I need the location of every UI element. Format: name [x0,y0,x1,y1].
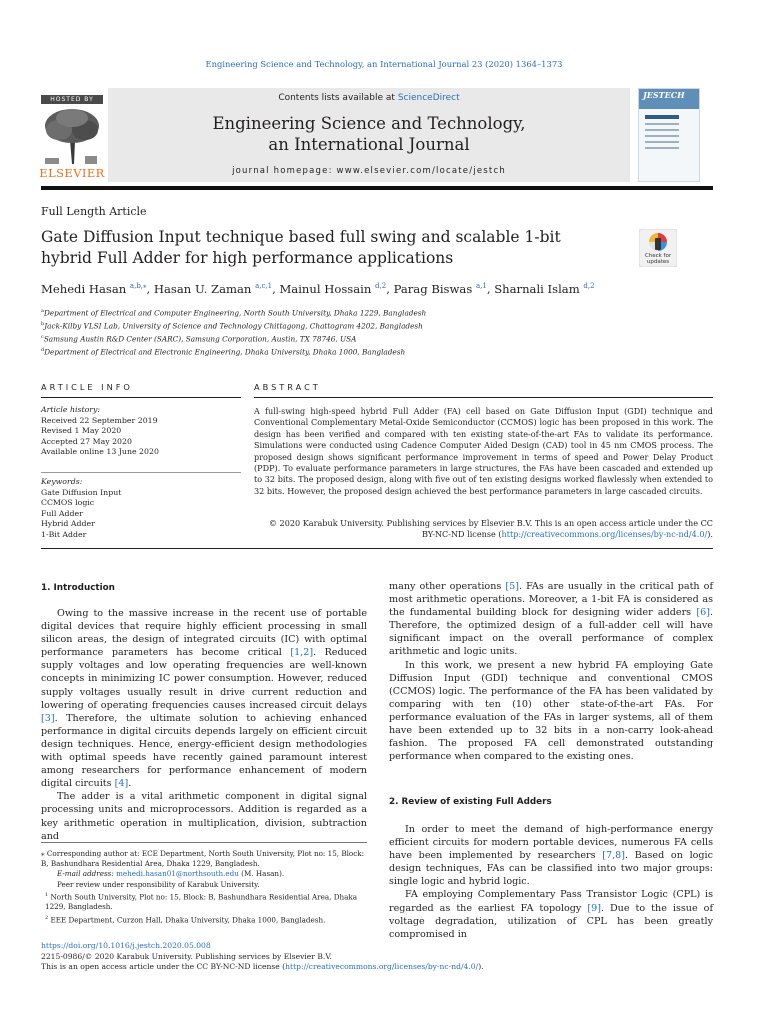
email-label: E-mail address: [57,869,117,879]
article-title-line-2: hybrid Full Adder for high performance applications [41,249,454,267]
text-run: . Reduced supply voltages and low operating frequencies are well-known concepts in minimizing IC power consumption. However, reduced supply voltages usually result in drive current reduction and lowering of operating frequencies causes increased circuit delays [41,647,367,711]
author-name[interactable]: Sharnali Islam [494,282,580,296]
cover-decoration [645,115,679,153]
paragraph [389,823,713,888]
license-prefix: This is an open access article under the CC BY-NC-ND license ( [41,962,286,972]
paragraph: The adder is a vital arithmetic component in digital signal processing units and microprocessors. Addition is regarded as a key arithmetic operation in multiplication, division, subtraction and [41,791,367,842]
text-run: many other operations [389,581,506,592]
journal-title-line-2: an International Journal [268,135,470,154]
citation-link[interactable]: [9] [587,902,601,914]
article-type: Full Length Article [41,205,147,218]
right-column-intro-body [389,580,713,763]
author-name[interactable]: Parag Biswas [393,282,473,296]
keyword-item: Hybrid Adder [41,519,95,529]
contents-prefix: Contents lists available at [278,93,398,103]
author-list [41,282,721,296]
license-suffix: ). [478,962,484,972]
text-run: In order to meet the demand of high-performance energy efficient circuits for modern portable devices, numerous FA cells have been implemented by researchers [389,824,713,862]
affiliation-item [41,345,721,358]
elsevier-wordmark[interactable]: ELSEVIER [39,166,105,180]
abstract-copyright [254,518,713,541]
keyword-item: Gate Diffusion Input [41,487,122,497]
citation-link[interactable]: [6] [696,607,710,619]
affiliation-item [41,332,721,345]
article-info-rule [41,397,241,398]
copyright-prefix: BY-NC-ND license ( [421,529,502,540]
info-divider [41,472,241,473]
affiliation-text: Jack-Kilby VLSI Lab, University of Science and Technology Chittagong, Chattogram 4202, Bangladesh [44,321,423,331]
history-item: Received 22 September 2019 [41,415,158,425]
history-item: Revised 1 May 2020 [41,426,122,436]
introduction-body [41,607,367,843]
author-separator: , [386,282,394,296]
text-run: . Due to the issue of voltage degradation, utilization of CPL has been greatly compromised in [389,902,713,940]
author-affiliation-marks[interactable]: a,c,1 [255,282,273,291]
journal-citation-link[interactable]: Engineering Science and Technology, an International Journal 23 (2020) 1364–1373 [205,59,563,69]
section-heading-review: 2. Review of existing Full Adders [389,797,552,807]
affiliation-text: Samsung Austin R&D Center (SARC), Samsung Corporation, Austin, TX 78746, USA [43,334,357,344]
license-line [41,962,561,973]
author-separator: , [272,282,280,296]
keywords-label: Keywords: [41,477,83,486]
text-run: Owing to the massive increase in the recent use of portable digital devices that require highly efficient processing in small silicon areas, the design of integrated circuits (IC) with optimal performance parameters has become critical [41,608,367,659]
article-history [41,405,241,458]
paragraph [41,607,367,790]
article-title-line-1: Gate Diffusion Input technique based full swing and scalable 1-bit [41,228,561,246]
text-run: FA employing Complementary Pass Transistor Logic (CPL) is regarded as the earliest FA topology [389,889,713,914]
paragraph [389,580,713,659]
citation-link[interactable]: [3] [41,712,55,724]
footnotes [41,849,367,925]
crossmark-label-line-2: updates [646,259,670,265]
author-name[interactable]: Mainul Hossain [279,282,372,296]
journal-cover-thumbnail[interactable] [638,88,700,182]
issn-line: 2215-0986/© 2020 Karabuk University. Publishing services by Elsevier B.V. [41,951,332,961]
abstract-bottom-rule [41,548,713,549]
author-name[interactable]: Mehedi Hasan [41,282,127,296]
keywords [41,477,241,541]
abstract-heading: ABSTRACT [254,382,321,392]
keyword-item: Full Adder [41,508,83,518]
affiliation-mark: b [41,320,45,327]
sciencedirect-link[interactable]: ScienceDirect [397,93,460,103]
affiliation-text: Department of Electrical and Electronic Engineering, Dhaka University, Dhaka 1000, Bangladesh [44,347,406,357]
author-affiliation-marks[interactable]: d,2 [375,282,387,291]
section-heading-introduction: 1. Introduction [41,583,115,593]
footnote-mark: 1 [45,891,49,898]
header-rule [41,186,713,190]
text-run: . [128,778,132,790]
contents-available-line [108,93,630,103]
cover-label: JESTECH [639,89,699,109]
bottom-publication-info [41,941,561,973]
history-item: Available online 13 June 2020 [41,447,159,457]
text-run: . Therefore, the optimized design of a full-adder cell will have significant impact on the overall performance of complex arithmetic and logic units. [389,607,713,658]
text-run: . FAs are usually in the critical path of most arithmetic operations. Moreover, a 1-bit FA is considered as the fundamental building block for designing wider adders [389,581,713,619]
citation-link[interactable]: [5] [505,581,519,592]
text-run: . Based on logic design techniques, FAs can be classified into two major groups: single logic and hybrid logic. [389,850,713,888]
journal-title [108,113,630,155]
article-info-heading: ARTICLE INFO [41,382,133,392]
journal-title-line-1: Engineering Science and Technology, [212,114,526,133]
article-title [41,227,631,269]
license-link[interactable]: http://creativecommons.org/licenses/by-nc-nd/4.0/ [285,962,479,972]
copyright-line-2 [254,529,713,540]
author-separator: , [486,282,495,296]
history-item: Accepted 27 May 2020 [41,436,132,446]
corresponding-author-note: ⁎ Corresponding author at: ECE Department, North South University, Plot no: 15, Block: B, Bashundhara Residential Area, Dhaka 1229, Bangladesh. [41,849,365,869]
journal-homepage-link[interactable]: journal homepage: www.elsevier.com/locate/jestch [232,166,506,176]
affiliation-text: Department of Electrical and Computer Engineering, North South University, Dhaka 1229, Bangladesh [43,308,427,318]
keyword-item: CCMOS logic [41,498,95,508]
affiliation-item [41,306,721,319]
doi-link[interactable]: https://doi.org/10.1016/j.jestch.2020.05.008 [41,941,211,950]
citation-link[interactable]: [1,2] [290,647,314,659]
author-affiliation-marks[interactable]: a,1 [475,282,487,291]
footnote-1 [41,890,367,913]
affiliation-list [41,306,721,358]
footnote-rule [41,842,367,843]
license-link[interactable]: http://creativecommons.org/licenses/by-nc-nd/4.0/ [501,529,708,540]
crossmark-label-line-1: Check for [644,253,672,259]
footnote-mark: 2 [45,914,49,921]
abstract-rule [254,397,713,398]
affiliation-item [41,319,721,332]
email-link[interactable]: mehedi.hasan01@northsouth.edu [116,869,239,879]
email-line [41,869,367,879]
citation-link[interactable]: [7,8] [602,850,625,862]
paragraph: In this work, we present a new hybrid FA employing Gate Diffusion Input (GDI) technique and conventional CMOS (CCMOS) logic. The performance of the FA has been validated by comparing with ten (10) other state-of-the-art FAs. For performance evaluation of the FAs in larger systems, all of them have been extended up to 32 bits in a non-carry look-ahead fashion. The proposed FA cell demonstrated outstanding performance when compared to the existing ones. [389,659,713,763]
review-body [389,823,713,941]
history-label: Article history: [41,405,101,414]
hosted-by-label: HOSTED BY [41,95,103,104]
footnote-text: North South University, Plot no: 15, Block: B, Bashundhara Residential Area, Dhaka 1229, Bangladesh. [45,892,358,912]
abstract-text: A full-swing high-speed hybrid Full Adder (FA) cell based on Gate Diffusion Input (GDI) technique and Conventional Complementary Metal-Oxide Semiconductor (CCMOS) logic has been proposed in this work. The design has been verified and compared with ten existing state-of-the-art FAs to validate its performance. Simulations were conducted using Cadence Computer Aided Design (CAD) tool in 45 nm CMOS process. The proposed design shows significant performance improvement in terms of speed and Power Delay Product (PDP). To evaluate performance parameters in large structures, the FAs have been cascaded and extended up to 32 bits. The proposed design, along with five out of ten existing designs worked flawlessly when extended to 32 bits. However, the proposed design achieved the best performance parameters in large cascaded circuits. [254,406,713,496]
text-run: . Therefore, the ultimate solution to achieving enhanced performance in digital circuits depends largely on efficient circuit design techniques. Hence, energy-efficient design methodologies with optimal speeds have recently gained paramount interest among researchers for performance enhancement of modern digital circuits [41,712,367,790]
paragraph [389,888,713,940]
author-affiliation-marks[interactable]: d,2 [583,282,595,291]
crossmark-label[interactable] [637,253,679,265]
footnote-2 [41,913,367,926]
copyright-line-1: © 2020 Karabuk University. Publishing services by Elsevier B.V. This is an open access article under the CC [268,518,713,528]
affiliation-mark: d [41,346,45,353]
author-separator: , [146,282,154,296]
footnote-text: EEE Department, Curzon Hall, Dhaka University, Dhaka 1000, Bangladesh. [48,915,326,924]
author-affiliation-marks[interactable]: a,b,⁎ [129,282,147,291]
copyright-suffix: ). [707,529,713,540]
keyword-item: 1-Bit Adder [41,529,87,539]
affiliation-mark: a [41,308,44,314]
author-name[interactable]: Hasan U. Zaman [153,282,252,296]
elsevier-tree-logo [41,106,103,166]
email-suffix: (M. Hasan). [238,869,285,879]
peer-review-note: Peer review under responsibility of Karabuk University. [57,879,260,889]
citation-link[interactable]: [4] [114,778,129,790]
affiliation-mark: c [41,333,44,340]
